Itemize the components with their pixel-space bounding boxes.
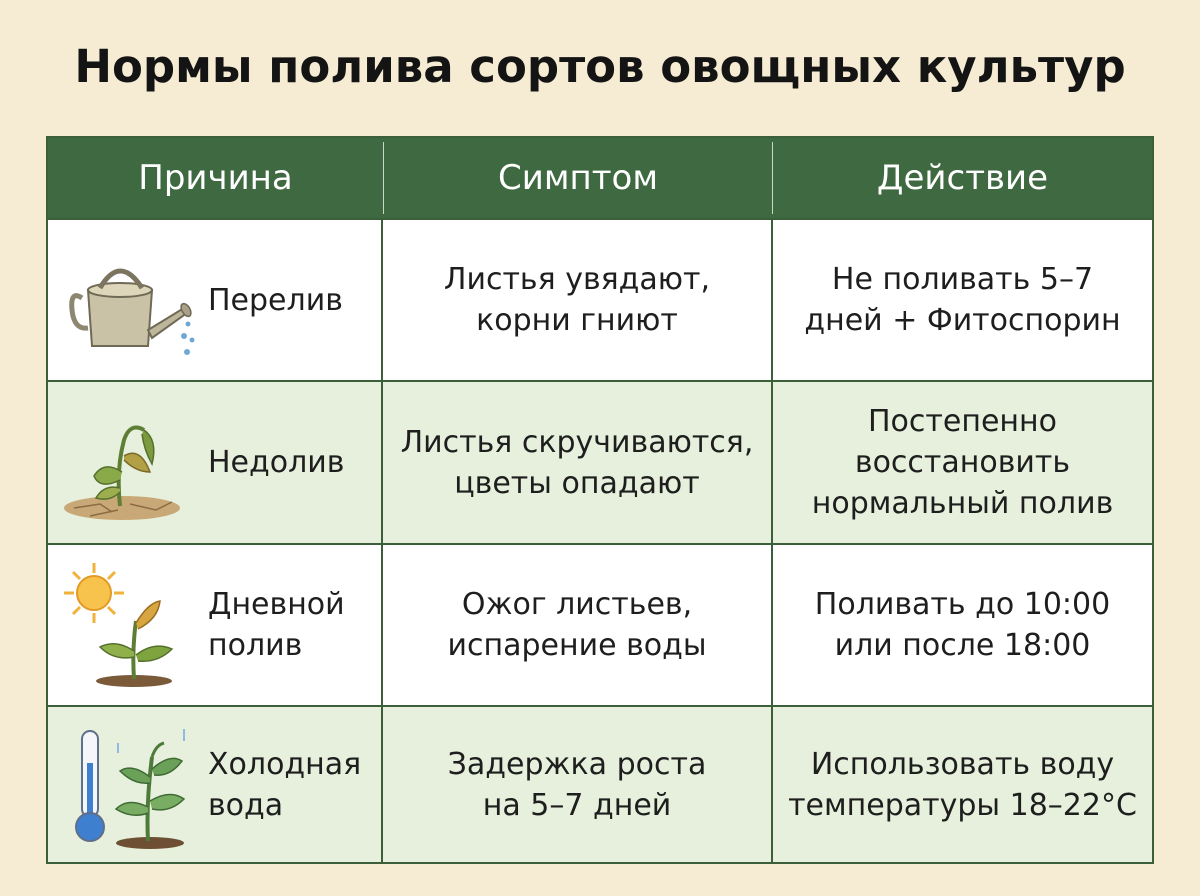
- cause-label: Холодная вода: [208, 746, 362, 823]
- action-text: Поливать до 10:00 или после 18:00: [814, 587, 1111, 663]
- header-cause: Причина: [138, 158, 293, 198]
- header-symptom: Симптом: [498, 158, 658, 198]
- cause-label: Перелив: [208, 282, 343, 318]
- action-text: Использовать воду температуры 18–22°C: [788, 746, 1137, 823]
- symptom-text: Задержка роста на 5–7 дней: [447, 746, 707, 823]
- sun-plant-icon: [60, 559, 190, 695]
- watering-table: [46, 136, 1154, 864]
- cause-label: Дневной полив: [208, 587, 345, 663]
- table-row: [48, 218, 1152, 380]
- watering-can-icon: [60, 250, 200, 364]
- header-action: Действие: [876, 158, 1049, 198]
- wilted-plant-icon: [60, 400, 190, 529]
- page-title: Нормы полива сортов овощных культур: [74, 40, 1126, 93]
- action-text: Постепенно восстановить нормальный полив: [811, 404, 1114, 521]
- symptom-text: Листья увядают, корни гниют: [443, 262, 711, 338]
- table-row: [48, 705, 1152, 862]
- table-row: [48, 543, 1152, 705]
- thermometer-plant-icon: [60, 723, 190, 855]
- table-row: [48, 380, 1152, 543]
- table-header: [48, 138, 1152, 218]
- cause-label: Недолив: [208, 445, 345, 480]
- symptom-text: Ожог листьев, испарение воды: [447, 587, 707, 663]
- action-text: Не поливать 5–7 дней + Фитоспорин: [804, 262, 1121, 338]
- symptom-text: Листья скручиваются, цветы опадают: [400, 424, 754, 501]
